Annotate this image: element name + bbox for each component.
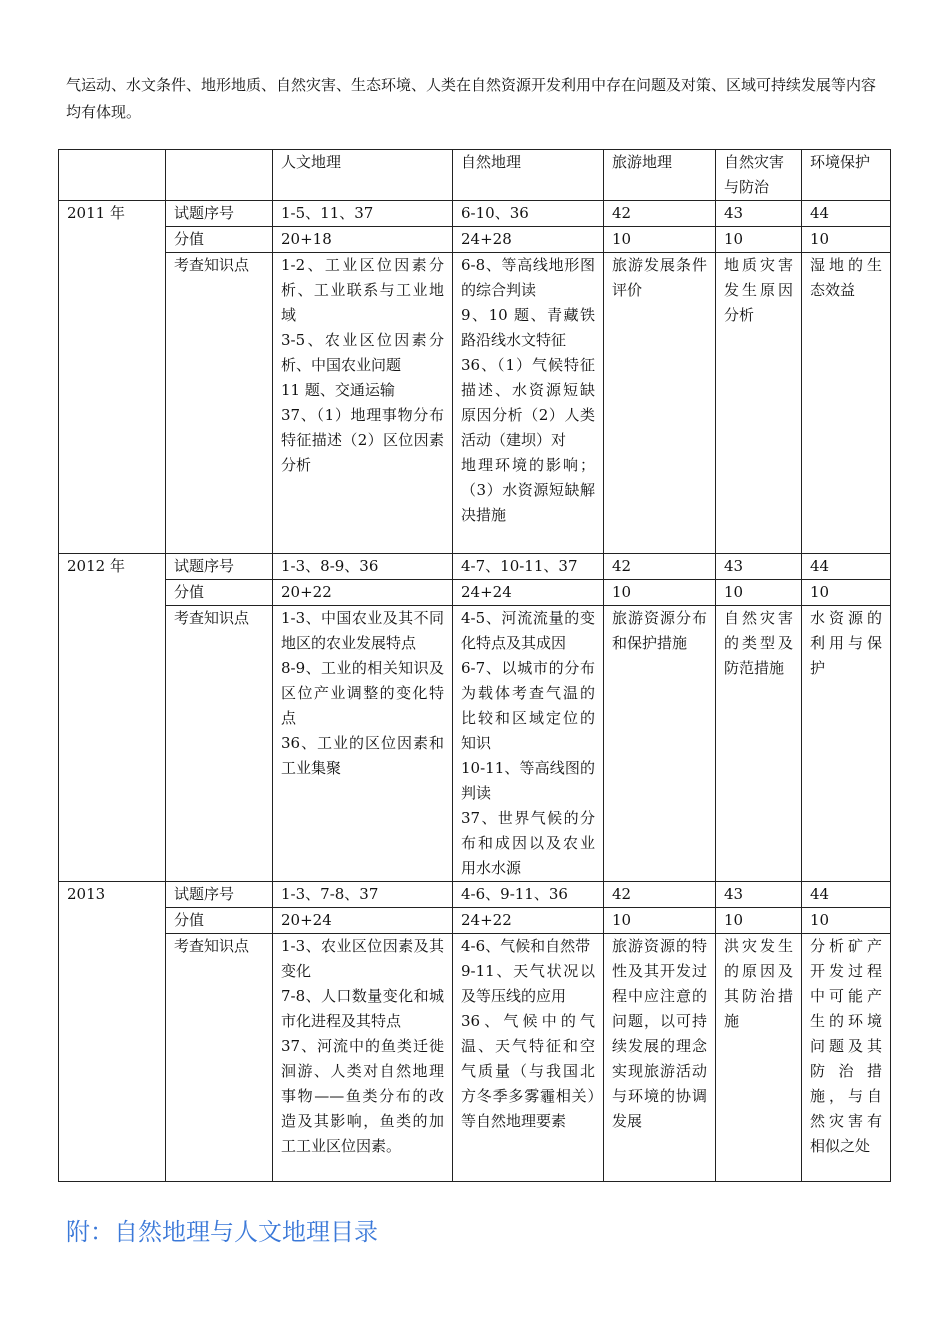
knowledge-cell [453,606,604,882]
knowledge-line: 7-8、人口数量变化和城市化进程及其特点 [281,987,444,1030]
knowledge-cell [716,934,802,1182]
score-cell: 24+24 [453,580,604,606]
intro-paragraph: 气运动、水文条件、地形地质、自然灾害、生态环境、人类在自然资源开发利用中存在问题及对策、区域可持续发展等内容均有体现。 [66,76,877,121]
knowledge-line: 洪灾发生的原因及其防治措施 [724,937,793,1030]
knowledge-line: 旅游发展条件评价 [612,256,707,299]
knowledge-line: 自然灾害的类型及防范措施 [724,609,793,677]
column-header: 自然灾害与防治 [716,150,802,201]
score-cell: 10 [802,227,891,253]
score-cell: 10 [802,908,891,934]
score-cell: 10 [604,908,716,934]
knowledge-line: 1-3、农业区位因素及其变化 [281,937,444,980]
column-header: 人文地理 [273,150,453,201]
table-row-knowledge-points [59,934,891,1182]
table-row-score [59,580,891,606]
question-number-cell: 4-7、10-11、37 [453,554,604,580]
table-row-knowledge-points [59,606,891,882]
knowledge-line: 6-8、等高线地形图的综合判读 [461,256,595,299]
question-number-cell: 44 [802,554,891,580]
knowledge-line: 37、河流中的鱼类迁徙洄游、人类对自然地理事物——鱼类分布的改造及其影响，鱼类的加工工业区位因素。 [281,1037,444,1155]
knowledge-line: 湿地的生态效益 [810,256,882,299]
question-number-cell: 42 [604,201,716,227]
table-row-score [59,908,891,934]
table-row-question-numbers [59,882,891,908]
table-row-knowledge-points [59,253,891,554]
question-number-cell: 1-5、11、37 [273,201,453,227]
year-cell: 2013 [59,882,166,1182]
question-number-cell: 1-3、7-8、37 [273,882,453,908]
row-label: 试题序号 [166,554,273,580]
knowledge-line: 37、（1）地理事物分布特征描述（2）区位因素分析 [281,406,444,474]
knowledge-line: 地质灾害发生原因分析 [724,256,793,324]
knowledge-line: 11 题、交通运输 [281,381,395,399]
score-cell: 10 [604,227,716,253]
knowledge-cell [453,934,604,1182]
knowledge-cell [273,606,453,882]
knowledge-cell [604,606,716,882]
knowledge-line: 1-3、中国农业及其不同地区的农业发展特点 [281,609,444,652]
appendix-heading: 附：自然地理与人文地理目录 [66,1218,378,1246]
knowledge-line: 分析矿产开发过程中可能产生的环境问题及其防治措施，与自然灾害有相似之处 [810,937,882,1155]
row-label: 考查知识点 [166,253,273,554]
row-label: 分值 [166,227,273,253]
score-cell: 24+22 [453,908,604,934]
question-number-cell: 43 [716,882,802,908]
question-number-cell: 42 [604,882,716,908]
knowledge-line: 6-7、以城市的分布为载体考查气温的比较和区域定位的知识 [461,659,595,752]
knowledge-line: 36、（1）气候特征描述、水资源短缺原因分析（2）人类活动（建坝）对 [461,356,595,449]
score-cell: 20+18 [273,227,453,253]
column-header: 自然地理 [453,150,604,201]
year-cell: 2012 年 [59,554,166,882]
row-label: 试题序号 [166,201,273,227]
knowledge-line: 9-11、天气状况以及等压线的应用 [461,962,595,1005]
knowledge-cell [273,253,453,554]
question-number-cell: 1-3、8-9、36 [273,554,453,580]
row-label: 分值 [166,908,273,934]
question-number-cell: 44 [802,201,891,227]
score-cell: 10 [716,908,802,934]
knowledge-line: 10-11、等高线图的判读 [461,759,595,802]
knowledge-cell [716,253,802,554]
question-number-cell: 43 [716,201,802,227]
knowledge-line: 36、气候中的气温、天气特征和空气质量（与我国北方冬季多雾霾相关）等自然地理要素 [461,1012,595,1130]
knowledge-cell [604,934,716,1182]
knowledge-line: 4-6、气候和自然带 [461,937,591,955]
exam-analysis-table [58,149,891,1182]
knowledge-line: 4-5、河流流量的变化特点及其成因 [461,609,595,652]
question-number-cell: 4-6、9-11、36 [453,882,604,908]
knowledge-cell [273,934,453,1182]
knowledge-line: 旅游资源分布和保护措施 [612,609,707,652]
score-cell: 20+22 [273,580,453,606]
column-header [59,150,166,201]
score-cell: 10 [716,580,802,606]
question-number-cell: 43 [716,554,802,580]
knowledge-cell [802,934,891,1182]
row-label: 分值 [166,580,273,606]
header-row [59,150,891,201]
score-cell: 10 [716,227,802,253]
knowledge-line: 36、工业的区位因素和工业集聚 [281,734,444,777]
knowledge-line: 地理环境的影响；（3）水资源短缺解决措施 [461,456,595,524]
knowledge-cell [604,253,716,554]
table-row-score [59,227,891,253]
table-row-question-numbers [59,554,891,580]
knowledge-cell [716,606,802,882]
knowledge-line: 9、10 题、青藏铁路沿线水文特征 [461,306,595,349]
knowledge-cell [802,253,891,554]
question-number-cell: 42 [604,554,716,580]
knowledge-line: 8-9、工业的相关知识及区位产业调整的变化特点 [281,659,444,727]
score-cell: 10 [604,580,716,606]
knowledge-line: 水资源的利用与保护 [810,609,882,677]
question-number-cell: 6-10、36 [453,201,604,227]
knowledge-cell [802,606,891,882]
knowledge-line: 旅游资源的特性及其开发过程中应注意的问题，以可持续发展的理念实现旅游活动与环境的协调发展 [612,937,707,1130]
knowledge-line: 37、世界气候的分布和成因以及农业用水水源 [461,809,595,877]
knowledge-line: 3-5、农业区位因素分析、中国农业问题 [281,331,444,374]
score-cell: 20+24 [273,908,453,934]
column-header: 旅游地理 [604,150,716,201]
year-cell: 2011 年 [59,201,166,554]
row-label: 考查知识点 [166,606,273,882]
question-number-cell: 44 [802,882,891,908]
knowledge-line: 1-2、工业区位因素分析、工业联系与工业地域 [281,256,444,324]
score-cell: 10 [802,580,891,606]
knowledge-cell [453,253,604,554]
row-label: 试题序号 [166,882,273,908]
column-header: 环境保护 [802,150,891,201]
row-label: 考查知识点 [166,934,273,1182]
column-header [166,150,273,201]
table-row-question-numbers [59,201,891,227]
score-cell: 24+28 [453,227,604,253]
